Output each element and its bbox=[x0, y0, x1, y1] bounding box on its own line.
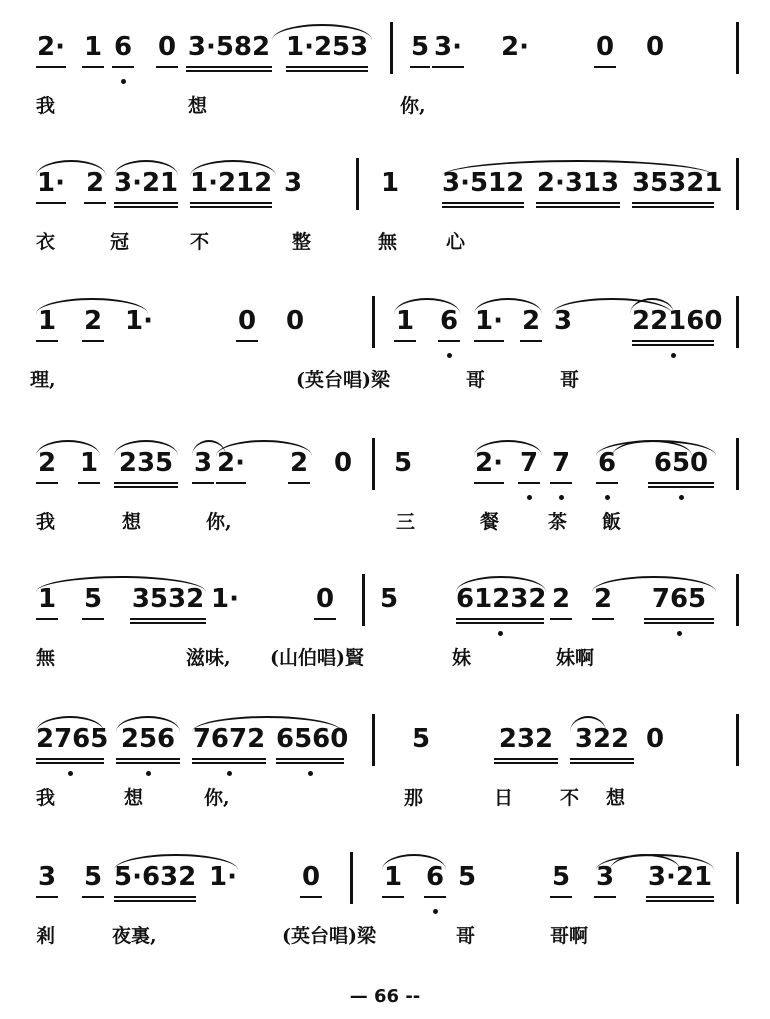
note-group: 1·253 bbox=[286, 32, 369, 62]
duration-underline bbox=[456, 618, 544, 620]
note-group: 2 bbox=[85, 168, 105, 198]
duration-underline bbox=[410, 66, 430, 68]
note-group: 7672 bbox=[192, 724, 266, 754]
note-group: 2·313 bbox=[536, 168, 620, 198]
lyric-text: 無 bbox=[36, 647, 56, 669]
octave-dot-below bbox=[498, 631, 503, 636]
duration-underline-double bbox=[192, 762, 266, 764]
note-group: 0 bbox=[157, 32, 177, 62]
lyric-text: 日 bbox=[494, 787, 514, 809]
note-group: 5 bbox=[457, 862, 477, 892]
note-group: 5 bbox=[393, 448, 413, 478]
duration-underline bbox=[594, 896, 616, 898]
duration-underline bbox=[632, 202, 714, 204]
duration-underline bbox=[84, 202, 106, 204]
duration-underline bbox=[36, 482, 58, 484]
lyric-text: 夜裏, bbox=[112, 925, 157, 947]
lyric-text: 哥 bbox=[456, 925, 476, 947]
note-group: 5 bbox=[551, 862, 571, 892]
duration-underline bbox=[288, 482, 310, 484]
note-group: 1 bbox=[83, 32, 103, 62]
duration-underline-double bbox=[632, 344, 714, 346]
note-group: 0 bbox=[595, 32, 615, 62]
note-group: 7 bbox=[551, 448, 571, 478]
barline bbox=[736, 574, 739, 626]
octave-dot-below bbox=[677, 631, 682, 636]
barline bbox=[736, 296, 739, 348]
note-group: 3·582 bbox=[187, 32, 271, 62]
note-group: 1· bbox=[211, 584, 239, 614]
duration-underline-double bbox=[114, 206, 178, 208]
barline bbox=[390, 22, 393, 74]
duration-underline-double bbox=[442, 206, 524, 208]
lyric-text: 我 bbox=[36, 511, 56, 533]
duration-underline-double bbox=[130, 622, 206, 624]
page-number: — 66 -- bbox=[349, 986, 421, 1007]
duration-underline bbox=[236, 340, 258, 342]
staff-system-7 bbox=[0, 852, 770, 972]
octave-dot-below bbox=[146, 771, 151, 776]
duration-underline bbox=[192, 758, 266, 760]
duration-underline bbox=[36, 896, 58, 898]
note-group: 2 bbox=[551, 584, 571, 614]
octave-dot-below bbox=[527, 495, 532, 500]
lyrics-line bbox=[0, 920, 770, 956]
duration-underline bbox=[594, 66, 616, 68]
duration-underline-double bbox=[646, 900, 714, 902]
duration-underline bbox=[36, 66, 66, 68]
lyric-text: 茶 bbox=[548, 511, 568, 533]
barline bbox=[372, 714, 375, 766]
lyric-text: 那 bbox=[404, 787, 424, 809]
duration-underline bbox=[550, 618, 572, 620]
note-group: 0 bbox=[285, 306, 305, 336]
note-group: 2 bbox=[593, 584, 613, 614]
octave-dot-below bbox=[605, 495, 610, 500]
note-group: 5 bbox=[411, 724, 431, 754]
lyrics-line bbox=[0, 782, 770, 818]
duration-underline bbox=[596, 482, 618, 484]
note-group: 6560 bbox=[276, 724, 349, 754]
note-group: 0 bbox=[333, 448, 353, 478]
staff-system-3 bbox=[0, 296, 770, 416]
lyric-text: (英台唱)梁 bbox=[296, 369, 390, 391]
duration-underline bbox=[116, 758, 180, 760]
duration-underline bbox=[314, 618, 336, 620]
octave-dot-below bbox=[671, 353, 676, 358]
note-group: 2 bbox=[289, 448, 309, 478]
duration-underline bbox=[592, 618, 614, 620]
duration-underline-double bbox=[644, 622, 714, 624]
duration-underline bbox=[442, 202, 524, 204]
lyrics-line bbox=[0, 506, 770, 542]
duration-underline bbox=[114, 482, 178, 484]
lyric-text: 滋味, bbox=[186, 647, 231, 669]
lyric-text: 餐 bbox=[480, 511, 500, 533]
note-group: 765 bbox=[651, 584, 707, 614]
barline bbox=[736, 438, 739, 490]
lyrics-line bbox=[0, 642, 770, 678]
note-group: 2· bbox=[475, 448, 503, 478]
duration-underline bbox=[382, 896, 404, 898]
duration-underline bbox=[114, 896, 196, 898]
duration-underline bbox=[82, 618, 104, 620]
note-group: 1 bbox=[380, 168, 400, 198]
note-group: 2765 bbox=[36, 724, 109, 754]
lyric-text: 剎 bbox=[36, 925, 56, 947]
barline bbox=[356, 158, 359, 210]
duration-underline-double bbox=[494, 762, 558, 764]
duration-underline bbox=[438, 340, 460, 342]
duration-underline bbox=[432, 66, 464, 68]
lyric-text: 理, bbox=[30, 369, 56, 391]
note-group: 61232 bbox=[456, 584, 547, 614]
duration-underline bbox=[474, 340, 504, 342]
duration-underline bbox=[82, 66, 104, 68]
octave-dot-below bbox=[559, 495, 564, 500]
staff-system-6 bbox=[0, 714, 770, 834]
note-group: 3532 bbox=[131, 584, 205, 614]
lyrics-line bbox=[0, 364, 770, 400]
lyric-text: (山伯唱)賢 bbox=[270, 647, 364, 669]
duration-underline bbox=[646, 896, 714, 898]
duration-underline-double bbox=[632, 206, 714, 208]
duration-underline bbox=[648, 482, 714, 484]
note-group: 3 bbox=[553, 306, 573, 336]
barline bbox=[736, 714, 739, 766]
note-group: 5 bbox=[379, 584, 399, 614]
duration-underline bbox=[112, 66, 134, 68]
note-group: 232 bbox=[498, 724, 554, 754]
duration-underline bbox=[192, 482, 214, 484]
note-group: 0 bbox=[301, 862, 321, 892]
lyric-text: 整 bbox=[292, 231, 312, 253]
lyric-text: 無 bbox=[378, 231, 398, 253]
note-group: 650 bbox=[653, 448, 709, 478]
note-group: 35321 bbox=[632, 168, 723, 198]
duration-underline-double bbox=[36, 762, 104, 764]
staff-system-5 bbox=[0, 574, 770, 694]
note-group: 5 bbox=[83, 584, 103, 614]
note-group: 3· bbox=[434, 32, 462, 62]
lyric-text: 不 bbox=[190, 231, 210, 253]
lyrics-line bbox=[0, 226, 770, 262]
duration-underline bbox=[276, 758, 344, 760]
note-group: 3·21 bbox=[114, 168, 179, 198]
lyric-text: 想 bbox=[188, 95, 208, 117]
note-group: 1· bbox=[475, 306, 503, 336]
barline bbox=[736, 22, 739, 74]
duration-underline-double bbox=[276, 762, 344, 764]
note-group: 3 bbox=[283, 168, 303, 198]
note-group: 1 bbox=[37, 584, 57, 614]
note-group: 5 bbox=[410, 32, 430, 62]
duration-underline bbox=[130, 618, 206, 620]
duration-underline bbox=[550, 896, 572, 898]
note-group: 1 bbox=[79, 448, 99, 478]
barline bbox=[736, 158, 739, 210]
note-group: 1· bbox=[125, 306, 153, 336]
note-group: 322 bbox=[574, 724, 630, 754]
duration-underline-double bbox=[286, 70, 368, 72]
duration-underline bbox=[190, 202, 272, 204]
duration-underline bbox=[570, 758, 634, 760]
octave-dot-below bbox=[121, 79, 126, 84]
note-group: 3·512 bbox=[442, 168, 525, 198]
lyric-text: 不 bbox=[560, 787, 580, 809]
duration-underline bbox=[494, 758, 558, 760]
note-group: 6 bbox=[439, 306, 459, 336]
duration-underline bbox=[36, 758, 104, 760]
duration-underline bbox=[518, 482, 540, 484]
lyric-text: 妹 bbox=[452, 647, 472, 669]
note-group: 2· bbox=[217, 448, 245, 478]
duration-underline bbox=[424, 896, 446, 898]
note-group: 0 bbox=[645, 32, 665, 62]
lyric-text: 冠 bbox=[110, 231, 130, 253]
duration-underline-double bbox=[648, 486, 714, 488]
note-group: 1 bbox=[383, 862, 403, 892]
note-group: 7 bbox=[519, 448, 539, 478]
duration-underline-double bbox=[114, 486, 178, 488]
note-group: 1 bbox=[395, 306, 415, 336]
lyric-text: 你, bbox=[204, 787, 230, 809]
lyric-text: 衣 bbox=[36, 231, 56, 253]
octave-dot-below bbox=[679, 495, 684, 500]
octave-dot-below bbox=[227, 771, 232, 776]
note-group: 0 bbox=[237, 306, 257, 336]
duration-underline bbox=[114, 202, 178, 204]
lyric-text: 想 bbox=[124, 787, 144, 809]
duration-underline bbox=[156, 66, 178, 68]
note-group: 2· bbox=[37, 32, 65, 62]
note-group: 5 bbox=[83, 862, 103, 892]
note-group: 2 bbox=[83, 306, 103, 336]
note-group: 3·21 bbox=[647, 862, 713, 892]
duration-underline bbox=[644, 618, 714, 620]
duration-underline bbox=[186, 66, 272, 68]
octave-dot-below bbox=[308, 771, 313, 776]
duration-underline bbox=[550, 482, 572, 484]
duration-underline bbox=[520, 340, 542, 342]
staff-system-1 bbox=[0, 22, 770, 142]
duration-underline bbox=[300, 896, 322, 898]
barline bbox=[372, 296, 375, 348]
duration-underline bbox=[286, 66, 368, 68]
octave-dot-below bbox=[68, 771, 73, 776]
note-group: 2· bbox=[501, 32, 529, 62]
note-group: 0 bbox=[315, 584, 335, 614]
note-group: 6 bbox=[425, 862, 445, 892]
note-group: 1·212 bbox=[190, 168, 273, 198]
note-group: 1· bbox=[209, 862, 237, 892]
barline bbox=[350, 852, 353, 904]
staff-system-2 bbox=[0, 158, 770, 278]
lyric-text: (英台唱)梁 bbox=[282, 925, 376, 947]
barline bbox=[372, 438, 375, 490]
lyric-text: 心 bbox=[446, 231, 466, 253]
duration-underline-double bbox=[536, 206, 620, 208]
lyric-text: 哥 bbox=[560, 369, 580, 391]
duration-underline bbox=[36, 618, 58, 620]
lyric-text: 三 bbox=[396, 511, 416, 533]
duration-underline-double bbox=[186, 70, 272, 72]
duration-underline bbox=[36, 202, 66, 204]
lyric-text: 飯 bbox=[602, 511, 622, 533]
barline bbox=[362, 574, 365, 626]
duration-underline-double bbox=[116, 762, 180, 764]
octave-dot-below bbox=[447, 353, 452, 358]
duration-underline bbox=[632, 340, 714, 342]
lyric-text: 我 bbox=[36, 95, 56, 117]
duration-underline bbox=[474, 482, 504, 484]
lyric-text: 哥啊 bbox=[550, 925, 589, 947]
duration-underline bbox=[36, 340, 58, 342]
duration-underline bbox=[82, 340, 104, 342]
lyric-text: 我 bbox=[36, 787, 56, 809]
note-group: 2 bbox=[521, 306, 541, 336]
note-group: 1 bbox=[37, 306, 57, 336]
lyric-text: 你, bbox=[400, 95, 426, 117]
duration-underline-double bbox=[570, 762, 634, 764]
lyrics-line bbox=[0, 90, 770, 126]
note-group: 22160 bbox=[632, 306, 723, 336]
lyric-text: 想 bbox=[606, 787, 626, 809]
duration-underline bbox=[216, 482, 246, 484]
note-group: 0 bbox=[645, 724, 665, 754]
note-group: 256 bbox=[120, 724, 176, 754]
staff-system-4 bbox=[0, 438, 770, 558]
lyric-text: 你, bbox=[206, 511, 232, 533]
duration-underline-double bbox=[456, 622, 544, 624]
octave-dot-below bbox=[433, 909, 438, 914]
lyric-text: 想 bbox=[122, 511, 142, 533]
duration-underline bbox=[82, 896, 104, 898]
note-group: 1· bbox=[37, 168, 65, 198]
note-group: 235 bbox=[118, 448, 174, 478]
note-group: 2 bbox=[37, 448, 57, 478]
note-group: 6 bbox=[597, 448, 617, 478]
duration-underline bbox=[394, 340, 416, 342]
duration-underline bbox=[536, 202, 620, 204]
note-group: 6 bbox=[113, 32, 133, 62]
note-group: 3 bbox=[193, 448, 213, 478]
lyric-text: 哥 bbox=[466, 369, 486, 391]
duration-underline-double bbox=[190, 206, 272, 208]
lyric-text: 妹啊 bbox=[556, 647, 595, 669]
duration-underline-double bbox=[114, 900, 196, 902]
note-group: 5·632 bbox=[114, 862, 197, 892]
barline bbox=[736, 852, 739, 904]
duration-underline bbox=[78, 482, 100, 484]
note-group: 3 bbox=[595, 862, 615, 892]
note-group: 3 bbox=[37, 862, 57, 892]
